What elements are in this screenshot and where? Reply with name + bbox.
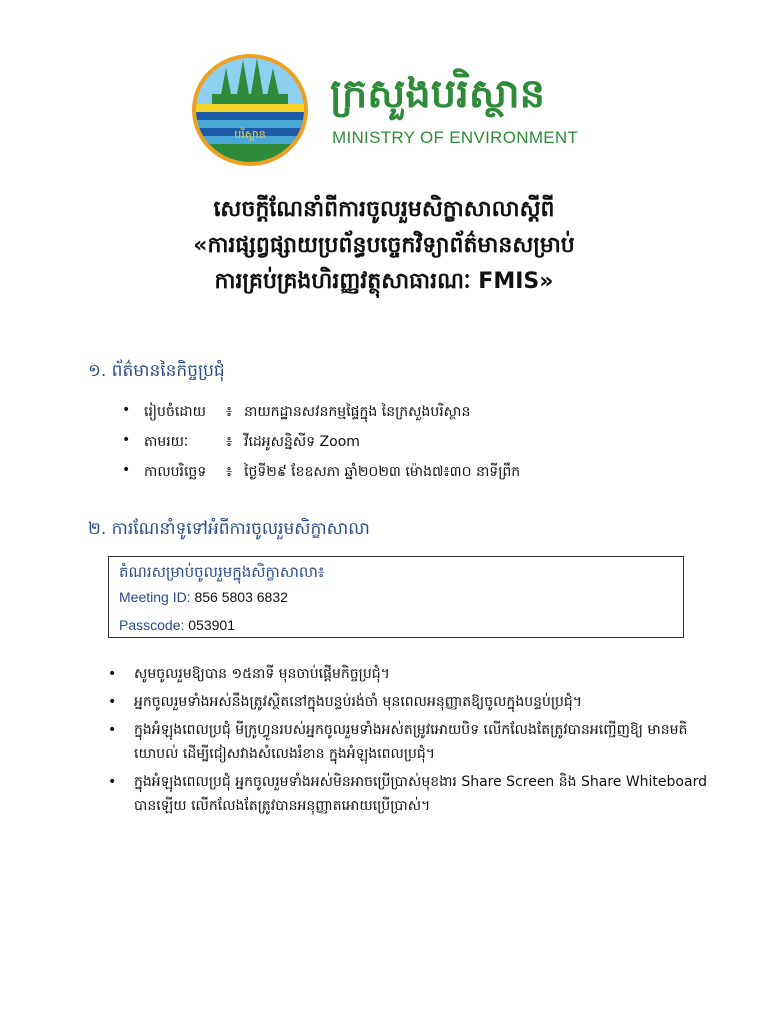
info-label: កាលបរិច្ឆេទ	[144, 464, 207, 480]
bullet-icon: •	[122, 462, 131, 478]
bullet-icon: •	[108, 774, 117, 790]
info-value: ថ្ងៃទី២៩ ខែឧសភា ឆ្នាំ២០២៣ ម៉ោង៧៖៣០ នាទីព្រឹក	[244, 464, 521, 480]
title-line-2: «ការផ្សព្វផ្សាយប្រព័ន្ធបច្ចេកវិទ្យាព័ត៌មានសម្រាប់	[193, 233, 575, 258]
ministry-logo	[190, 50, 310, 170]
letterhead	[190, 50, 590, 170]
title-line-3: ការគ្រប់គ្រងហិរញ្ញវត្ថុសាធារណៈ FMIS»	[214, 269, 554, 294]
info-value: វីដេអូសន្និសីទ Zoom	[244, 434, 360, 450]
list-item	[108, 690, 708, 714]
bullet-icon: •	[108, 722, 117, 738]
bullet-icon: •	[108, 666, 117, 682]
passcode-value: 053901	[188, 617, 235, 633]
join-box-title: តំណរសម្រាប់ចូលរួមក្នុងសិក្ខាសាលា៖	[119, 563, 325, 581]
list-item	[108, 770, 708, 818]
title-line-1: សេចក្តីណែនាំពីការចូលរួមសិក្ខាសាលាស្តីពី	[213, 197, 555, 222]
passcode-label: Passcode:	[119, 617, 185, 633]
ministry-name-english: MINISTRY OF ENVIRONMENT	[332, 128, 579, 147]
meeting-rules-list	[108, 662, 708, 822]
bullet-icon: •	[108, 694, 117, 710]
info-separator: ៖	[226, 434, 233, 450]
passcode-row	[119, 617, 235, 633]
info-separator: ៖	[226, 464, 233, 480]
document-title	[0, 192, 768, 300]
section-1-heading: ១. ព័ត៌មាននៃកិច្ចប្រជុំ	[88, 361, 225, 381]
info-value: នាយកដ្ឋានសវនកម្មផ្ទៃក្នុង នៃក្រសួងបរិស្ថាន	[244, 404, 471, 420]
list-item	[108, 662, 708, 686]
section-2-heading: ២. ការណែនាំទូទៅអំពីការចូលរួមសិក្ខាសាលា	[88, 519, 370, 539]
meeting-id-value: 856 5803 6832	[194, 589, 288, 605]
bullet-icon: •	[122, 432, 131, 448]
list-item	[108, 718, 708, 766]
info-label: រៀបចំដោយ	[144, 404, 206, 420]
ministry-name-khmer: ក្រសួងបរិស្ថាន	[330, 71, 546, 117]
join-details-box	[108, 556, 684, 638]
info-label: តាមរយៈ	[144, 434, 189, 450]
svg-text:បរិស្ថាន: បរិស្ថាន	[234, 128, 266, 141]
meeting-id-row	[119, 589, 288, 605]
rule-text: ក្នុងអំឡុងពេលប្រជុំ អ្នកចូលរួមទាំងអស់មិនអាចប្រើប្រាស់មុខងារ Share Screen និង Share Whiteboard បានឡើយ លើកលែងតែត្រូវបានអនុញ្ញាតអោយប្រើប្រាស់។	[134, 774, 707, 814]
bullet-icon: •	[122, 402, 131, 418]
rule-text: អ្នកចូលរួមទាំងអស់នឹងត្រូវស្ថិតនៅក្នុងបន្ទប់រង់ចាំ មុនពេលអនុញ្ញាតឱ្យចូលក្នុងបន្ទប់ប្រជុំ។	[134, 694, 583, 710]
info-separator: ៖	[226, 404, 233, 420]
meeting-id-label: Meeting ID:	[119, 589, 191, 605]
rule-text: សូមចូលរួមឱ្យបាន ១៥នាទី មុនចាប់ផ្តើមកិច្ចប្រជុំ។	[134, 666, 390, 682]
rule-text: ក្នុងអំឡុងពេលប្រជុំ មីក្រូហ្វូនរបស់អ្នកចូលរួមទាំងអស់តម្រូវអោយបិទ លើកលែងតែត្រូវបានអញ្ជើញឱ្យ មានមតិយោបល់ ដើម្បីជៀសវាងសំលេងរំខាន ក្នុងអំឡុងពេលប្រជុំ។	[134, 722, 688, 762]
